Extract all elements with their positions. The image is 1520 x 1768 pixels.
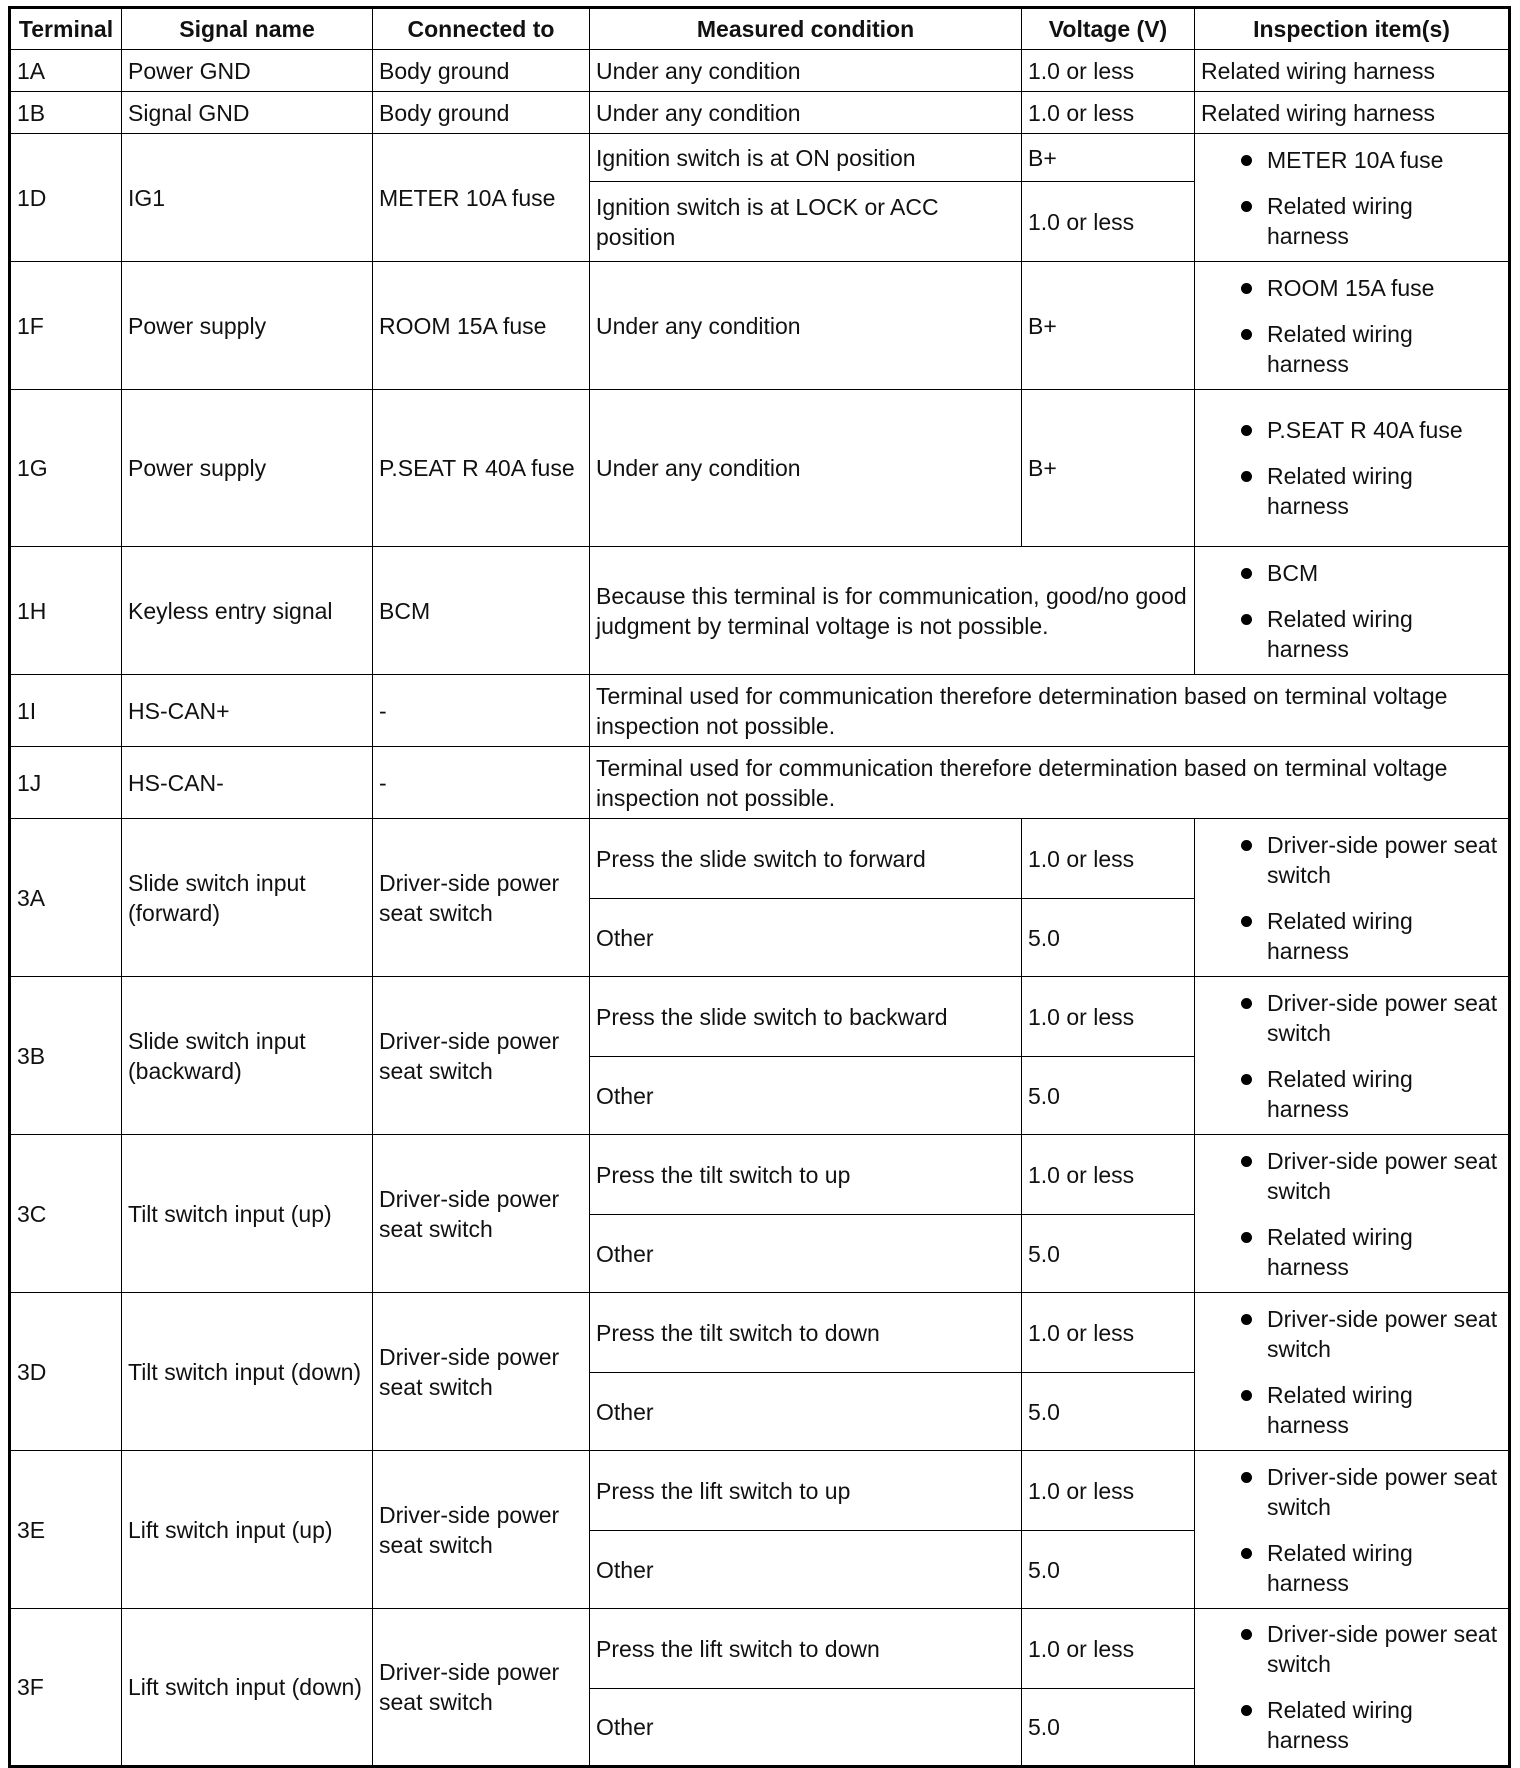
inspection-items-cell <box>1195 977 1510 1135</box>
table-row <box>10 675 1510 747</box>
inspection-list-item: Related wiring harness <box>1213 1064 1500 1124</box>
voltage-cell: 1.0 or less <box>1022 92 1195 134</box>
measured-condition-cell: Under any condition <box>590 262 1022 390</box>
terminal-cell: 3C <box>10 1135 122 1293</box>
inspection-list-item: Related wiring harness <box>1213 1538 1500 1598</box>
inspection-list <box>1213 1304 1500 1440</box>
measured-condition-cell: Other <box>590 1531 1022 1609</box>
inspection-list <box>1213 988 1500 1124</box>
inspection-item-cell: Related wiring harness <box>1195 92 1510 134</box>
terminal-cell: 3F <box>10 1609 122 1767</box>
header-terminal: Terminal <box>10 8 122 50</box>
voltage-cell: 1.0 or less <box>1022 977 1195 1057</box>
signal-name-cell: Power supply <box>122 262 373 390</box>
signal-name-cell: Power supply <box>122 390 373 547</box>
voltage-cell: 1.0 or less <box>1022 50 1195 92</box>
voltage-cell: 1.0 or less <box>1022 1293 1195 1373</box>
terminal-cell: 1I <box>10 675 122 747</box>
inspection-list-item: Related wiring harness <box>1213 319 1500 379</box>
table-row <box>10 262 1510 390</box>
header-connected-to: Connected to <box>373 8 590 50</box>
table-row <box>10 50 1510 92</box>
measured-condition-cell: Other <box>590 1057 1022 1135</box>
terminal-cell: 3A <box>10 819 122 977</box>
inspection-list-item: Related wiring harness <box>1213 906 1500 966</box>
header-row <box>10 8 1510 50</box>
voltage-cell: 5.0 <box>1022 1373 1195 1451</box>
inspection-list-item: Driver-side power seat switch <box>1213 1304 1500 1364</box>
measured-condition-cell: Press the lift switch to up <box>590 1451 1022 1531</box>
inspection-list-item: Driver-side power seat switch <box>1213 1619 1500 1679</box>
measured-condition-cell: Other <box>590 1689 1022 1767</box>
terminal-cell: 1F <box>10 262 122 390</box>
signal-name-cell: Signal GND <box>122 92 373 134</box>
voltage-cell: 1.0 or less <box>1022 1135 1195 1215</box>
connected-to-cell: Driver-side power seat switch <box>373 1135 590 1293</box>
connected-to-cell: ROOM 15A fuse <box>373 262 590 390</box>
inspection-list <box>1213 1146 1500 1282</box>
voltage-cell: 5.0 <box>1022 1689 1195 1767</box>
terminal-cell: 3B <box>10 977 122 1135</box>
inspection-list-item: BCM <box>1213 558 1500 588</box>
inspection-item-cell: Related wiring harness <box>1195 50 1510 92</box>
inspection-items-cell <box>1195 134 1510 262</box>
table-row <box>10 1451 1510 1531</box>
inspection-list-item: Related wiring harness <box>1213 191 1500 251</box>
table-row <box>10 92 1510 134</box>
measured-condition-cell: Ignition switch is at ON position <box>590 134 1022 182</box>
measured-condition-cell: Press the slide switch to forward <box>590 819 1022 899</box>
signal-name-cell: Lift switch input (up) <box>122 1451 373 1609</box>
signal-name-cell: Slide switch input (forward) <box>122 819 373 977</box>
header-signal-name: Signal name <box>122 8 373 50</box>
connected-to-cell: Driver-side power seat switch <box>373 1451 590 1609</box>
measured-condition-cell: Press the tilt switch to up <box>590 1135 1022 1215</box>
measured-condition-cell: Under any condition <box>590 50 1022 92</box>
terminal-cell: 1B <box>10 92 122 134</box>
measured-condition-cell: Under any condition <box>590 92 1022 134</box>
signal-name-cell: Keyless entry signal <box>122 547 373 675</box>
terminal-cell: 1D <box>10 134 122 262</box>
terminal-inspection-table <box>8 6 1511 1768</box>
inspection-items-cell <box>1195 819 1510 977</box>
measured-condition-cell: Press the lift switch to down <box>590 1609 1022 1689</box>
signal-name-cell: HS-CAN- <box>122 747 373 819</box>
measured-condition-cell: Other <box>590 1215 1022 1293</box>
signal-name-cell: Slide switch input (backward) <box>122 977 373 1135</box>
inspection-list <box>1213 1619 1500 1755</box>
voltage-cell: 5.0 <box>1022 1531 1195 1609</box>
voltage-cell: B+ <box>1022 134 1195 182</box>
inspection-list <box>1213 1462 1500 1598</box>
header-inspection-items: Inspection item(s) <box>1195 8 1510 50</box>
signal-name-cell: HS-CAN+ <box>122 675 373 747</box>
voltage-cell: 1.0 or less <box>1022 1451 1195 1531</box>
inspection-items-cell <box>1195 390 1510 547</box>
inspection-list-item: Related wiring harness <box>1213 604 1500 664</box>
table-row <box>10 390 1510 547</box>
signal-name-cell: Lift switch input (down) <box>122 1609 373 1767</box>
measured-condition-cell: Press the tilt switch to down <box>590 1293 1022 1373</box>
signal-name-cell: Tilt switch input (up) <box>122 1135 373 1293</box>
inspection-list <box>1213 830 1500 966</box>
terminal-cell: 3D <box>10 1293 122 1451</box>
table-row <box>10 747 1510 819</box>
table-row <box>10 977 1510 1057</box>
voltage-cell: 1.0 or less <box>1022 1609 1195 1689</box>
inspection-items-cell <box>1195 1609 1510 1767</box>
connected-to-cell: - <box>373 675 590 747</box>
connected-to-cell: - <box>373 747 590 819</box>
inspection-list-item: Driver-side power seat switch <box>1213 1462 1500 1522</box>
voltage-cell: 1.0 or less <box>1022 182 1195 262</box>
inspection-items-cell <box>1195 262 1510 390</box>
connected-to-cell: Driver-side power seat switch <box>373 977 590 1135</box>
measured-condition-cell: Press the slide switch to backward <box>590 977 1022 1057</box>
table-body <box>10 50 1510 1767</box>
terminal-cell: 1A <box>10 50 122 92</box>
table-row <box>10 1609 1510 1689</box>
connected-to-cell: P.SEAT R 40A fuse <box>373 390 590 547</box>
voltage-cell: 5.0 <box>1022 1215 1195 1293</box>
inspection-items-cell <box>1195 1451 1510 1609</box>
inspection-items-cell <box>1195 1293 1510 1451</box>
measured-condition-cell: Ignition switch is at LOCK or ACC position <box>590 182 1022 262</box>
table-row <box>10 819 1510 899</box>
table-header <box>10 8 1510 50</box>
inspection-list-item: Related wiring harness <box>1213 1222 1500 1282</box>
inspection-list-item: P.SEAT R 40A fuse <box>1213 415 1500 445</box>
connected-to-cell: METER 10A fuse <box>373 134 590 262</box>
table-row <box>10 134 1510 182</box>
inspection-list-item: Related wiring harness <box>1213 1695 1500 1755</box>
inspection-list <box>1213 558 1500 664</box>
connected-to-cell: Driver-side power seat switch <box>373 1609 590 1767</box>
inspection-list-item: Driver-side power seat switch <box>1213 1146 1500 1206</box>
terminal-cell: 3E <box>10 1451 122 1609</box>
inspection-list-item: Related wiring harness <box>1213 461 1500 521</box>
signal-name-cell: IG1 <box>122 134 373 262</box>
measured-condition-cell: Other <box>590 1373 1022 1451</box>
connected-to-cell: Driver-side power seat switch <box>373 819 590 977</box>
communication-note-cell: Terminal used for communication therefore determination based on terminal voltage inspection not possible. <box>590 675 1510 747</box>
table-row <box>10 547 1510 675</box>
voltage-cell: B+ <box>1022 390 1195 547</box>
terminal-cell: 1H <box>10 547 122 675</box>
inspection-items-cell <box>1195 547 1510 675</box>
table-row <box>10 1293 1510 1373</box>
voltage-cell: 5.0 <box>1022 899 1195 977</box>
inspection-list-item: Driver-side power seat switch <box>1213 988 1500 1048</box>
voltage-cell: 5.0 <box>1022 1057 1195 1135</box>
header-measured-condition: Measured condition <box>590 8 1022 50</box>
table-row <box>10 1135 1510 1215</box>
connected-to-cell: Body ground <box>373 50 590 92</box>
connected-to-cell: Driver-side power seat switch <box>373 1293 590 1451</box>
inspection-list <box>1213 415 1500 521</box>
voltage-cell: B+ <box>1022 262 1195 390</box>
inspection-list-item: METER 10A fuse <box>1213 145 1500 175</box>
connected-to-cell: Body ground <box>373 92 590 134</box>
communication-note-cell: Terminal used for communication therefore determination based on terminal voltage inspection not possible. <box>590 747 1510 819</box>
inspection-list <box>1213 145 1500 251</box>
terminal-table-container <box>8 6 1508 1768</box>
terminal-cell: 1J <box>10 747 122 819</box>
inspection-list-item: Driver-side power seat switch <box>1213 830 1500 890</box>
inspection-items-cell <box>1195 1135 1510 1293</box>
connected-to-cell: BCM <box>373 547 590 675</box>
measured-condition-cell: Other <box>590 899 1022 977</box>
measured-condition-cell: Under any condition <box>590 390 1022 547</box>
signal-name-cell: Tilt switch input (down) <box>122 1293 373 1451</box>
signal-name-cell: Power GND <box>122 50 373 92</box>
voltage-cell: 1.0 or less <box>1022 819 1195 899</box>
communication-note-cell: Because this terminal is for communication, good/no good judgment by terminal voltage is not possible. <box>590 547 1195 675</box>
terminal-cell: 1G <box>10 390 122 547</box>
header-voltage: Voltage (V) <box>1022 8 1195 50</box>
inspection-list-item: Related wiring harness <box>1213 1380 1500 1440</box>
inspection-list-item: ROOM 15A fuse <box>1213 273 1500 303</box>
inspection-list <box>1213 273 1500 379</box>
